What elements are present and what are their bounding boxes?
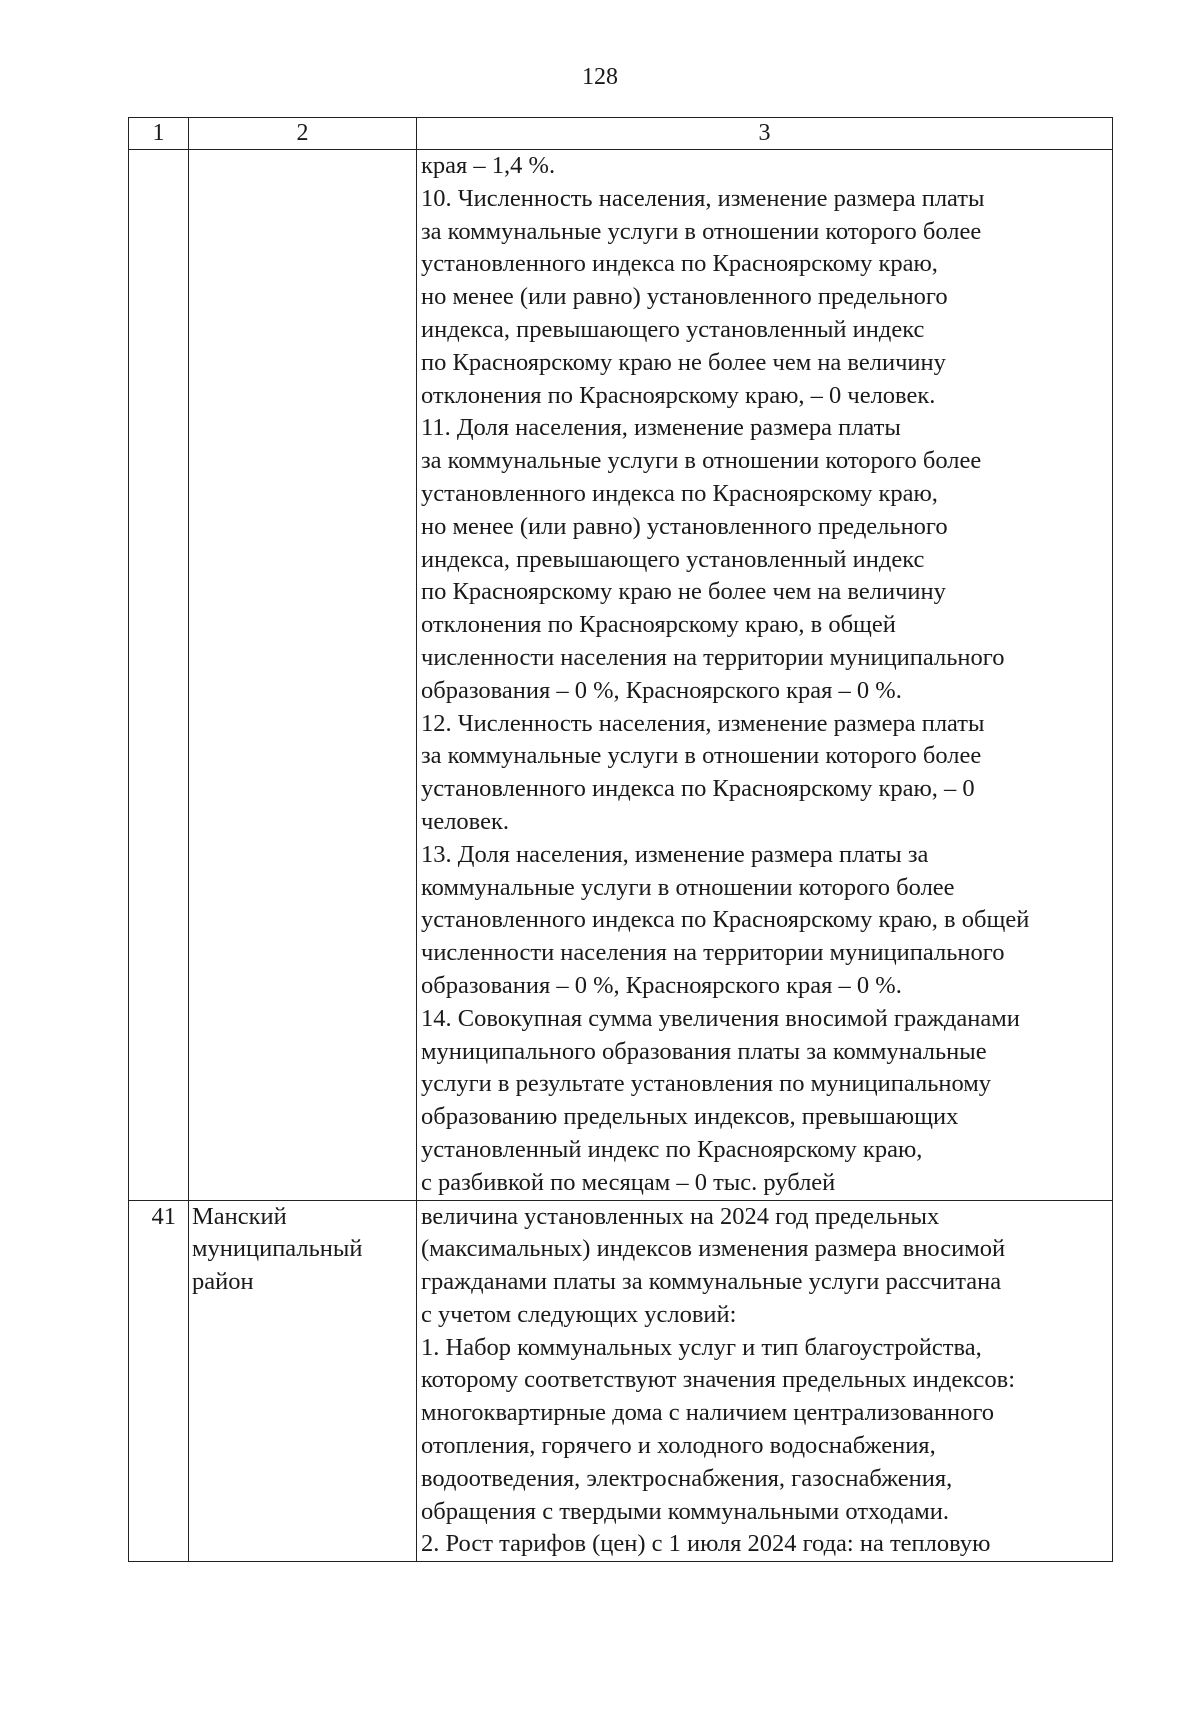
column-header-number: 1: [129, 118, 189, 150]
description-line: с разбивкой по месяцам – 0 тыс. рублей: [421, 1168, 836, 1196]
table-header-row: [129, 118, 1113, 150]
column-header-municipality: 2: [189, 118, 417, 150]
municipality-cell: [189, 150, 417, 1201]
municipality-name-line: район: [192, 1268, 254, 1296]
description-line: 11. Доля населения, изменение размера платы: [421, 414, 901, 442]
description-line: человек.: [421, 807, 509, 835]
table-row: [129, 150, 1113, 1201]
description-line: установленного индекса по Красноярскому краю, в общей: [421, 906, 1030, 934]
document-table: [128, 117, 1113, 1562]
description-line: за коммунальные услуги в отношении которого более: [421, 447, 982, 475]
description-line: установленного индекса по Красноярскому краю,: [421, 479, 938, 507]
municipality-cell: [189, 1200, 417, 1562]
column-header-description: 3: [417, 118, 1113, 150]
description-line: 12. Численность населения, изменение размера платы: [421, 709, 985, 737]
description-line: 10. Численность населения, изменение размера платы: [421, 184, 985, 212]
description-line: индекса, превышающего установленный индекс: [421, 545, 925, 573]
description-line: с учетом следующих условий:: [421, 1300, 737, 1328]
description-line: (максимальных) индексов изменения размера вносимой: [421, 1235, 1006, 1263]
description-line: многоквартирные дома с наличием централизованного: [421, 1399, 995, 1427]
description-line: по Красноярскому краю не более чем на величину: [421, 578, 946, 606]
description-line: водоотведения, электроснабжения, газоснабжения,: [421, 1464, 953, 1492]
description-line: края – 1,4 %.: [421, 152, 556, 179]
description-line: отклонения по Красноярскому краю, – 0 человек.: [421, 381, 936, 409]
description-line: коммунальные услуги в отношении которого более: [421, 873, 955, 901]
description-line: 13. Доля населения, изменение размера платы за: [421, 840, 929, 868]
description-line: обращения с твердыми коммунальными отходами.: [421, 1497, 949, 1525]
description-line: величина установленных на 2024 год предельных: [421, 1202, 940, 1230]
description-line: установленный индекс по Красноярскому краю,: [421, 1135, 923, 1163]
description-line: установленного индекса по Красноярскому краю,: [421, 250, 938, 278]
row-number-cell: 41: [129, 1200, 189, 1562]
description-line: за коммунальные услуги в отношении которого более: [421, 217, 982, 245]
table-row: [129, 1200, 1113, 1562]
description-line: 2. Рост тарифов (цен) с 1 июля 2024 года: на тепловую: [421, 1530, 991, 1558]
description-line: образования – 0 %, Красноярского края – 0 %.: [421, 676, 902, 704]
description-line: 14. Совокупная сумма увеличения вносимой гражданами: [421, 1004, 1020, 1032]
description-cell: [417, 1200, 1113, 1562]
description-line: индекса, превышающего установленный индекс: [421, 315, 925, 343]
description-line: за коммунальные услуги в отношении которого более: [421, 742, 982, 770]
description-line: но менее (или равно) установленного предельного: [421, 283, 948, 311]
description-line: отклонения по Красноярскому краю, в общей: [421, 611, 896, 639]
description-line: услуги в результате установления по муниципальному: [421, 1070, 992, 1098]
description-line: образованию предельных индексов, превышающих: [421, 1103, 959, 1131]
description-line: 1. Набор коммунальных услуг и тип благоустройства,: [421, 1333, 982, 1361]
municipality-name-line: Манский: [192, 1202, 287, 1230]
description-line: установленного индекса по Красноярскому краю, – 0: [421, 775, 975, 803]
page-number: 128: [582, 64, 618, 90]
description-line: по Красноярскому краю не более чем на величину: [421, 348, 946, 376]
description-cell: [417, 150, 1113, 1201]
row-number-cell: [129, 150, 189, 1201]
description-line: численности населения на территории муниципального: [421, 939, 1005, 967]
description-line: которому соответствуют значения предельных индексов:: [421, 1366, 1016, 1394]
table-body: [129, 150, 1113, 1562]
description-line: отопления, горячего и холодного водоснабжения,: [421, 1432, 936, 1460]
description-line: гражданами платы за коммунальные услуги рассчитана: [421, 1268, 1002, 1296]
description-line: но менее (или равно) установленного предельного: [421, 512, 948, 540]
description-line: образования – 0 %, Красноярского края – 0 %.: [421, 971, 902, 999]
description-line: муниципального образования платы за коммунальные: [421, 1037, 987, 1065]
description-line: численности населения на территории муниципального: [421, 643, 1005, 671]
municipality-name-line: муниципальный: [192, 1235, 363, 1263]
